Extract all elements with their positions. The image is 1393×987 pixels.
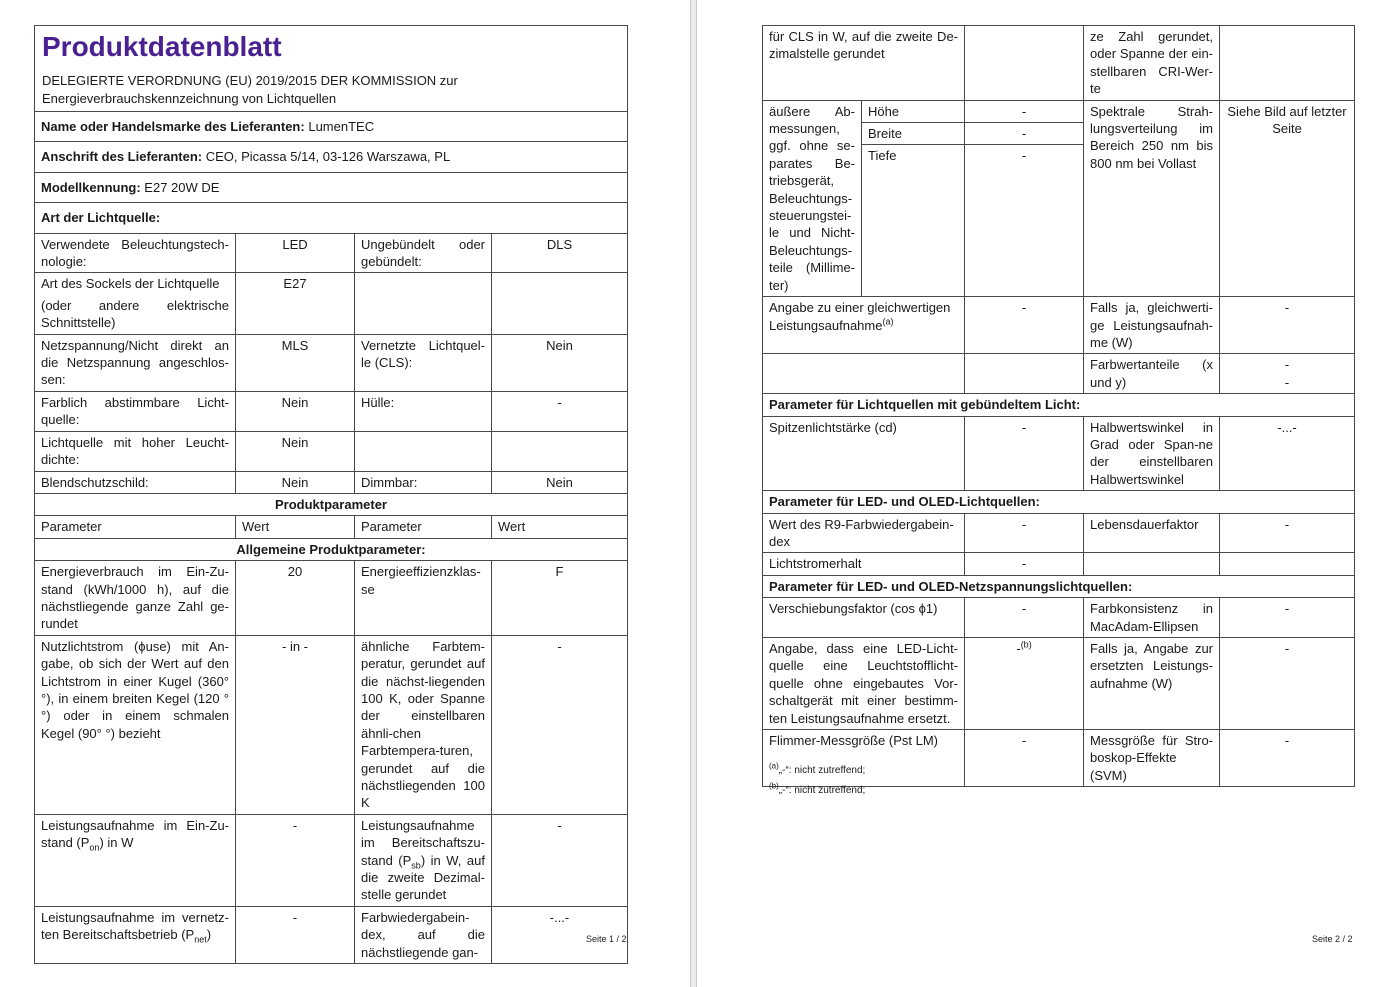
displacement-factor-value: - [965, 598, 1084, 638]
empty-cell [492, 431, 628, 471]
envelope-label: Hülle: [355, 391, 492, 431]
supplier-row [35, 112, 628, 142]
equivalent-power-yes-value: - [1220, 297, 1355, 354]
depth-value: - [1021, 148, 1027, 164]
empty-cell [492, 273, 628, 334]
product-datasheet-table [34, 25, 628, 964]
mains-params-heading: Parameter für LED- und OLED-Netzspannungslichtquellen: [763, 575, 1355, 597]
chromaticity-label: Farbwertanteile (x und y) [1084, 354, 1220, 394]
column-header-value: Wert [492, 516, 628, 538]
table-row [763, 598, 1355, 638]
table-row [35, 391, 628, 431]
address-value: CEO, Picassa 5/14, 03-126 Warszawa, PL [205, 149, 451, 165]
high-luminance-label: Lichtquelle mit hoher Leucht-dichte: [35, 431, 236, 471]
dimension-values-cell [965, 100, 1084, 296]
table-row [763, 638, 1355, 730]
power-networked-value: - [236, 906, 355, 963]
empty-cell [1084, 553, 1220, 575]
envelope-value: - [492, 391, 628, 431]
power-networked-continued: für CLS in W, auf die zweite De-zimalstelle gerundet [763, 26, 965, 101]
replaced-power-value: - [1220, 638, 1355, 730]
lumen-maintenance-label: Lichtstromerhalt [763, 553, 965, 575]
table-row [35, 334, 628, 391]
anti-glare-label: Blendschutzschild: [35, 471, 236, 493]
supplier-value: LumenTEC [308, 119, 375, 134]
width-label: Breite [862, 123, 964, 145]
empty-cell [763, 354, 965, 394]
r9-value: - [965, 513, 1084, 553]
mains-label: Netzspannung/Nicht direkt an die Netzspannung angeschlos-sen: [35, 334, 236, 391]
luminous-flux-value: - in - [236, 635, 355, 814]
column-header-value: Wert [236, 516, 355, 538]
table-row [35, 233, 628, 273]
spectral-distribution-label: Spektrale Strah-lungsverteilung im Bereich 250 nm bis 800 nm bei Vollast [1084, 100, 1220, 296]
cap-type-value: E27 [236, 273, 355, 334]
displacement-factor-label: Verschiebungsfaktor (cos ϕ1) [763, 598, 965, 638]
table-row [35, 814, 628, 906]
cri-value: -...- [492, 906, 628, 963]
stroboscopic-label: Messgröße für Stro-boskop-Effekte (SVM) [1084, 730, 1220, 787]
dimension-names-cell [862, 100, 965, 296]
model-row [35, 172, 628, 202]
color-temperature-label: ähnliche Farbtem-peratur, gerundet auf die nächst-liegenden 100 K, oder Spanne der einstellbaren ähnli-chen Farbtempera-turen, gerundet auf die nächstliegenden 100 K [355, 635, 492, 814]
r9-label: Wert des R9-Farbwiedergabein-dex [763, 513, 965, 553]
dimmable-value: Nein [492, 471, 628, 493]
table-row [763, 297, 1355, 354]
page-number: Seite 2 / 2 [1312, 934, 1353, 944]
mains-value: MLS [236, 334, 355, 391]
page-number: Seite 1 / 2 [586, 934, 627, 944]
cap-type-label-line2: (oder andere elektrische Schnittstelle) [41, 297, 229, 331]
document-page-1 [0, 0, 690, 987]
cls-value: Nein [492, 334, 628, 391]
energy-consumption-label: Energieverbrauch im Ein-Zu-stand (kWh/1000 h), auf die nächstliegende ganze Zahl ge-rundet [35, 561, 236, 636]
empty-cell [965, 26, 1084, 101]
general-params-heading: Allgemeine Produktparameter: [35, 538, 628, 560]
flicker-value: - [965, 730, 1084, 787]
address-label: Anschrift des Lieferanten: [41, 149, 203, 165]
color-tunable-label: Farblich abstimmbare Licht-quelle: [35, 391, 236, 431]
luminous-flux-label: Nutzlichtstrom (ϕuse) mit An-gabe, ob sich der Wert auf den Lichtstrom in einer Kugel (360° °), in einem breiten Kegel (120 °°) oder in einem schmalen Kegel (90° °) bezieht [35, 635, 236, 814]
table-row [763, 730, 1355, 787]
empty-cell [1220, 26, 1355, 101]
color-consistency-label: Farbkonsistenz in MacAdam-Ellipsen [1084, 598, 1220, 638]
directional-label: Ungebündelt oder gebündelt: [355, 233, 492, 273]
chromaticity-values [1220, 354, 1355, 394]
power-networked-label: Leistungsaufnahme im vernetz-ten Bereitschaftsbetrieb $(P_{net})$ [35, 906, 236, 963]
title-cell [35, 26, 628, 112]
table-row [35, 431, 628, 471]
directional-value: DLS [492, 233, 628, 273]
cap-type-label [35, 273, 236, 334]
stroboscopic-value: - [1220, 730, 1355, 787]
dimmable-label: Dimmbar: [355, 471, 492, 493]
beam-angle-value: -...- [1220, 416, 1355, 491]
regulation-subtitle: DELEGIERTE VERORDNUNG (EU) 2019/2015 DER KOMMISSION zur Energieverbrauchskennzeichnung von Lichtquellen [42, 73, 458, 106]
color-tunable-value: Nein [236, 391, 355, 431]
survival-factor-label: Lebensdauerfaktor [1084, 513, 1220, 553]
table-row [35, 561, 628, 636]
survival-factor-value: - [1220, 513, 1355, 553]
peak-intensity-label: Spitzenlichtstärke (cd) [763, 416, 965, 491]
model-label: Modellkennung: [41, 179, 141, 195]
efficiency-class-label: Energieeffizienzklas-se [355, 561, 492, 636]
power-standby-value: - [492, 814, 628, 906]
energy-consumption-value: 20 [236, 561, 355, 636]
cap-type-label-line1: Art des Sockels der Lichtquelle [41, 276, 220, 292]
lumen-maintenance-value: - [965, 553, 1084, 575]
light-source-type-heading: Art der Lichtquelle: [35, 203, 628, 233]
power-on-value: - [236, 814, 355, 906]
lighting-technology-value: LED [236, 233, 355, 273]
beam-angle-label: Halbwertswinkel in Grad oder Span-ne der einstellbaren Halbwertswinkel [1084, 416, 1220, 491]
equivalent-power-label: Angabe zu einer gleichwertigen Leistungsaufnahme$^{(a)}$ [763, 297, 965, 354]
replacement-claim-label: Angabe, dass eine LED-Licht-quelle eine Leuchtstofflicht-quelle ohne eingebautes Vor-schaltgerät mit einer bestimm-ten Leistungsaufnahme ersetzt. [763, 638, 965, 730]
height-value: - [965, 101, 1083, 123]
cri-label: Farbwiedergabein-dex, auf die nächstliegende gan- [355, 906, 492, 963]
footnote-a: $^{(a)}$„-“: nicht zutreffend; [769, 761, 866, 776]
table-row [35, 471, 628, 493]
page-title: Produktdatenblatt [42, 31, 282, 62]
chromaticity-y-value: - [1284, 374, 1290, 390]
lighting-technology-label: Verwendete Beleuchtungstech-nologie: [35, 233, 236, 273]
efficiency-class-value: F [492, 561, 628, 636]
page-gutter [690, 0, 697, 987]
color-temperature-value: - [492, 635, 628, 814]
product-params-heading: Produktparameter [35, 493, 628, 515]
column-header-parameter: Parameter [35, 516, 236, 538]
power-on-label: Leistungsaufnahme im Ein-Zu-stand $(P_{on})$ in W [35, 814, 236, 906]
cls-label: Vernetzte Lichtquel-le (CLS): [355, 334, 492, 391]
chromaticity-x-value: - [1284, 357, 1290, 373]
table-row [35, 273, 628, 334]
table-row [763, 100, 1355, 296]
table-row [35, 906, 628, 963]
empty-cell [355, 273, 492, 334]
replacement-claim-value: -$^{(b)}$ [965, 638, 1084, 730]
spectral-distribution-value: Siehe Bild auf letzter Seite [1220, 100, 1355, 296]
address-row [35, 142, 628, 172]
equivalent-power-value: - [965, 297, 1084, 354]
peak-intensity-value: - [965, 416, 1084, 491]
column-header-parameter: Parameter [355, 516, 492, 538]
depth-label: Tiefe [868, 148, 897, 164]
table-row [763, 513, 1355, 553]
model-value: E27 20W DE [144, 179, 220, 195]
replaced-power-label: Falls ja, Angabe zur ersetzten Leistungs-aufnahme (W) [1084, 638, 1220, 730]
table-row [763, 553, 1355, 575]
empty-cell [965, 354, 1084, 394]
table-row [35, 635, 628, 814]
table-row [763, 26, 1355, 101]
anti-glare-value: Nein [236, 471, 355, 493]
table-row [763, 354, 1355, 394]
empty-cell [1220, 553, 1355, 575]
color-consistency-value: - [1220, 598, 1355, 638]
equivalent-power-yes-label: Falls ja, gleichwerti-ge Leistungsaufnah-me (W) [1084, 297, 1220, 354]
high-luminance-value: Nein [236, 431, 355, 471]
cri-continued: ze Zahl gerundet, oder Spanne der ein-stellbaren CRI-Wer-te [1084, 26, 1220, 101]
supplier-label: Name oder Handelsmarke des Lieferanten: [41, 119, 305, 134]
table-row [763, 416, 1355, 491]
footnote-b: $^{(b)}$„-“: nicht zutreffend; [769, 781, 866, 796]
led-params-heading: Parameter für LED- und OLED-Lichtquellen: [763, 491, 1355, 513]
table-header-row [35, 516, 628, 538]
directional-params-heading: Parameter für Lichtquellen mit gebündeltem Licht: [763, 394, 1355, 416]
power-standby-label: Leistungsaufnahme im Bereitschaftszu-stand $(P_{sb})$ in W, auf die zweite Dezimal-stelle gerundet [355, 814, 492, 906]
dimensions-label: äußere Ab-messungen, ggf. ohne se-parates Be-triebsgerät, Beleuchtungs-steuerungstei-le und Nicht-Beleuchtungs-teile (Millime-ter) [763, 100, 862, 296]
height-label: Höhe [862, 101, 964, 123]
flicker-label: Flimmer-Messgröße (Pst LM) [763, 730, 965, 787]
empty-cell [355, 431, 492, 471]
product-datasheet-table-continued [762, 25, 1355, 787]
width-value: - [965, 123, 1083, 145]
